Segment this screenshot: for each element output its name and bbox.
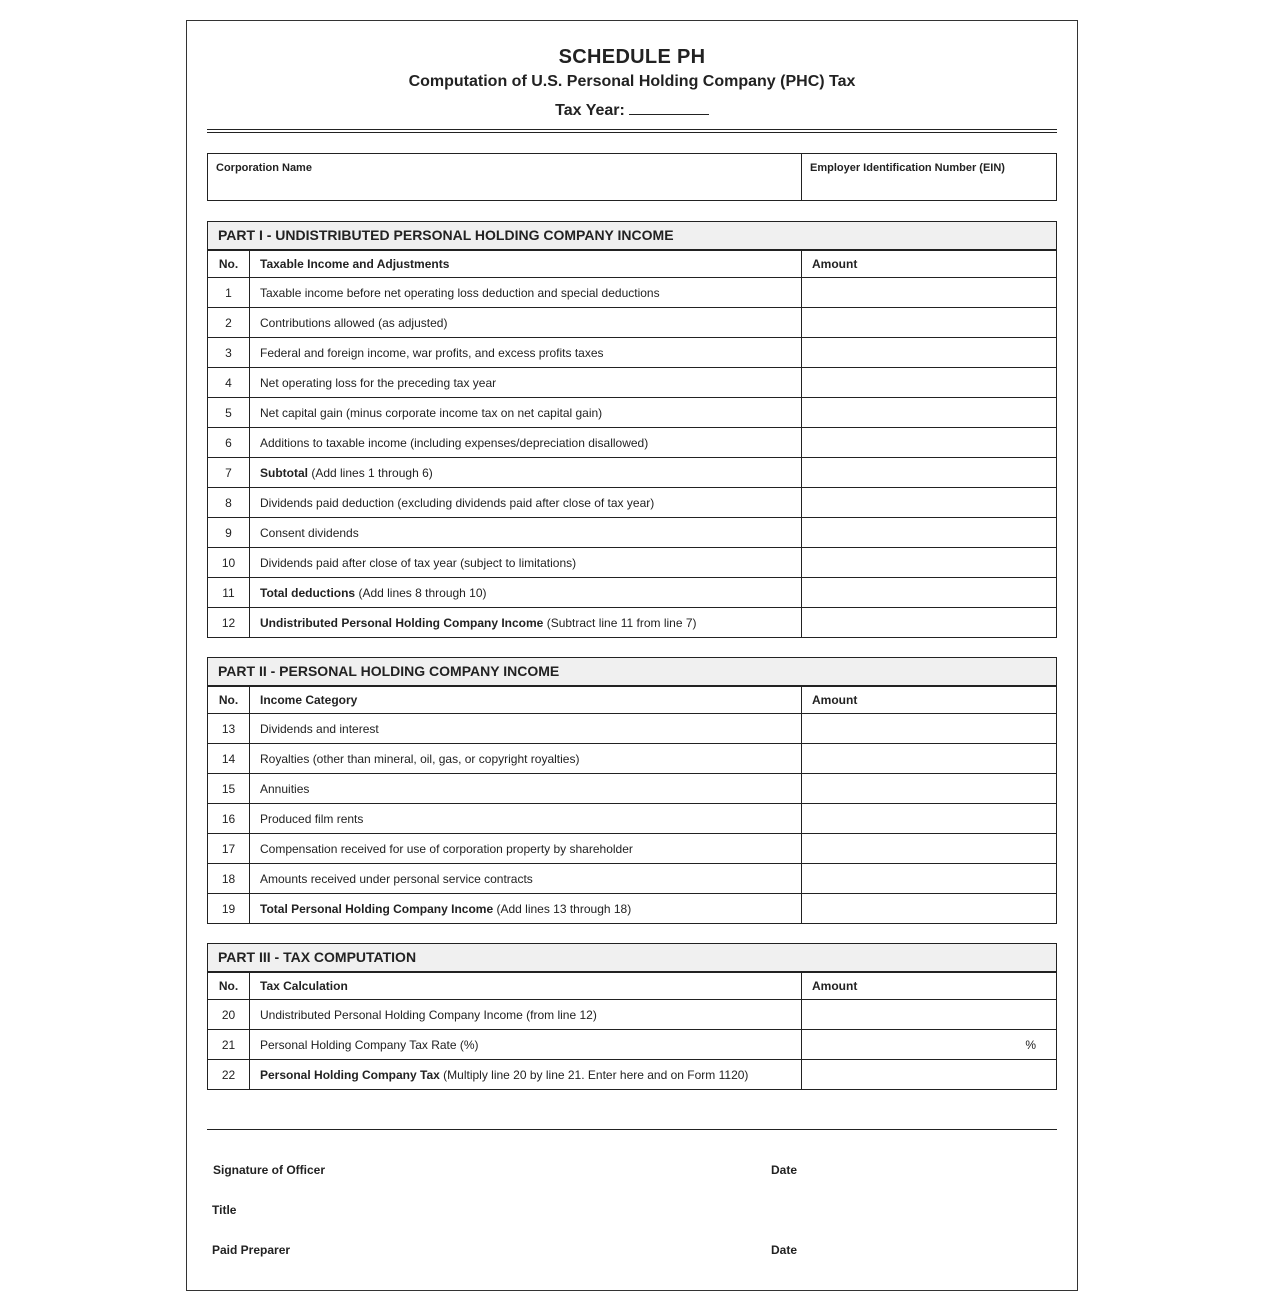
line-number: 5 <box>208 398 250 428</box>
line-number: 19 <box>208 894 250 924</box>
part2-col-amount: Amount <box>802 686 1057 714</box>
line-description <box>250 774 802 804</box>
line-description-text: (Subtract line 11 from line 7) <box>543 615 697 630</box>
part1-title: PART I - UNDISTRIBUTED PERSONAL HOLDING COMPANY INCOME <box>208 222 1057 250</box>
amount-field[interactable] <box>802 1060 1057 1090</box>
line-number: 1 <box>208 278 250 308</box>
table-row <box>208 488 1057 518</box>
ein-field[interactable] <box>802 154 1056 200</box>
part3-col-amount: Amount <box>802 972 1057 1000</box>
line-description <box>250 714 802 744</box>
table-row <box>208 804 1057 834</box>
table-row <box>208 774 1057 804</box>
date-label-preparer: Date <box>771 1243 798 1257</box>
line-description-text: (Multiply line 20 by line 21. Enter here and on Form 1120) <box>439 1067 749 1082</box>
line-description <box>250 894 802 924</box>
amount-field[interactable] <box>802 744 1057 774</box>
part1-table <box>207 221 1057 638</box>
line-description-bold: Personal Holding Company Tax <box>260 1067 440 1082</box>
amount-field[interactable] <box>802 1000 1057 1030</box>
line-description <box>250 518 802 548</box>
line-number: 15 <box>208 774 250 804</box>
tax-form-page <box>186 20 1078 1291</box>
line-number: 21 <box>208 1030 250 1060</box>
line-description <box>250 578 802 608</box>
table-row <box>208 518 1057 548</box>
line-description-text: (Add lines 13 through 18) <box>493 901 632 916</box>
table-row <box>208 744 1057 774</box>
line-number: 9 <box>208 518 250 548</box>
table-row <box>208 608 1057 638</box>
title-label: Title <box>212 1203 237 1217</box>
line-description <box>250 864 802 894</box>
identification-box <box>207 153 1057 201</box>
amount-field[interactable] <box>802 338 1057 368</box>
line-number: 11 <box>208 578 250 608</box>
line-description-bold: Total deductions <box>260 585 356 600</box>
table-row <box>208 714 1057 744</box>
table-row <box>208 398 1057 428</box>
part1-rows <box>208 278 1057 638</box>
amount-field[interactable] <box>802 834 1057 864</box>
part2-col-no: No. <box>208 686 250 714</box>
form-title: SCHEDULE PH <box>558 46 706 68</box>
line-description <box>250 398 802 428</box>
line-number: 6 <box>208 428 250 458</box>
amount-field[interactable] <box>802 578 1057 608</box>
part3-col-desc: Tax Calculation <box>250 972 802 1000</box>
table-row <box>208 368 1057 398</box>
header-divider <box>207 129 1057 133</box>
line-description-text: Dividends and interest <box>260 721 379 736</box>
amount-field[interactable] <box>802 608 1057 638</box>
part3-col-no: No. <box>208 972 250 1000</box>
line-description <box>250 338 802 368</box>
line-description <box>250 488 802 518</box>
line-description-text: Taxable income before net operating loss deduction and special deductions <box>260 285 660 300</box>
line-description <box>250 548 802 578</box>
line-description <box>250 278 802 308</box>
line-description-text: Compensation received for use of corporation property by shareholder <box>260 841 633 856</box>
part1-col-desc: Taxable Income and Adjustments <box>250 250 802 278</box>
line-description-text: Consent dividends <box>260 525 359 540</box>
line-number: 14 <box>208 744 250 774</box>
table-row <box>208 1060 1057 1090</box>
line-description <box>250 428 802 458</box>
tax-year-row <box>187 101 1077 120</box>
line-number: 4 <box>208 368 250 398</box>
part1-col-amount: Amount <box>802 250 1057 278</box>
line-description <box>250 1000 802 1030</box>
line-description <box>250 608 802 638</box>
line-description-text: Produced film rents <box>260 811 364 826</box>
table-row <box>208 1030 1057 1060</box>
line-description <box>250 744 802 774</box>
date-label-officer: Date <box>771 1163 798 1177</box>
percent-suffix: % <box>1025 1037 1036 1052</box>
line-number: 2 <box>208 308 250 338</box>
line-description <box>250 308 802 338</box>
tax-year-field[interactable] <box>629 101 709 115</box>
part3-title: PART III - TAX COMPUTATION <box>208 944 1057 972</box>
amount-field[interactable] <box>802 518 1057 548</box>
line-description-text: Personal Holding Company Tax Rate (%) <box>260 1037 479 1052</box>
line-number: 3 <box>208 338 250 368</box>
line-number: 8 <box>208 488 250 518</box>
table-row <box>208 428 1057 458</box>
form-subtitle: Computation of U.S. Personal Holding Company (PHC) Tax <box>408 73 856 90</box>
part2-rows <box>208 714 1057 924</box>
amount-field[interactable] <box>802 368 1057 398</box>
line-description <box>250 804 802 834</box>
line-number: 17 <box>208 834 250 864</box>
ein-label: Employer Identification Number (EIN) <box>810 162 1005 174</box>
table-row <box>208 338 1057 368</box>
amount-field[interactable] <box>802 864 1057 894</box>
line-number: 20 <box>208 1000 250 1030</box>
table-row <box>208 458 1057 488</box>
table-row <box>208 308 1057 338</box>
line-number: 22 <box>208 1060 250 1090</box>
line-description-text: Contributions allowed (as adjusted) <box>260 315 448 330</box>
line-description-text: Annuities <box>260 781 310 796</box>
signature-divider <box>207 1129 1057 1130</box>
line-description-text: Royalties (other than mineral, oil, gas, or copyright royalties) <box>260 751 580 766</box>
table-row <box>208 548 1057 578</box>
line-description-text: Additions to taxable income (including expenses/depreciation disallowed) <box>260 435 649 450</box>
amount-field[interactable] <box>802 548 1057 578</box>
part2-col-desc: Income Category <box>250 686 802 714</box>
amount-field[interactable] <box>802 774 1057 804</box>
amount-field[interactable] <box>802 398 1057 428</box>
line-description-bold: Undistributed Personal Holding Company Income <box>260 615 544 630</box>
amount-field[interactable] <box>802 488 1057 518</box>
amount-field[interactable] <box>802 804 1057 834</box>
line-description-text: Net capital gain (minus corporate income tax on net capital gain) <box>260 405 603 420</box>
line-description <box>250 834 802 864</box>
amount-field[interactable] <box>802 458 1057 488</box>
line-description-text: Amounts received under personal service contracts <box>260 871 533 886</box>
table-row <box>208 894 1057 924</box>
signature-of-officer-label: Signature of Officer <box>213 1163 326 1177</box>
line-description-text: Dividends paid deduction (excluding dividends paid after close of tax year) <box>260 495 655 510</box>
line-description <box>250 368 802 398</box>
table-row <box>208 834 1057 864</box>
line-number: 10 <box>208 548 250 578</box>
amount-field[interactable] <box>802 1030 1057 1060</box>
table-row <box>208 278 1057 308</box>
amount-field[interactable] <box>802 894 1057 924</box>
paid-preparer-label: Paid Preparer <box>212 1243 291 1257</box>
line-description-text: (Add lines 8 through 10) <box>355 585 487 600</box>
table-row <box>208 578 1057 608</box>
line-description <box>250 458 802 488</box>
line-description <box>250 1060 802 1090</box>
tax-year-label: Tax Year: <box>555 102 625 119</box>
amount-field[interactable] <box>802 278 1057 308</box>
table-row <box>208 864 1057 894</box>
line-number: 18 <box>208 864 250 894</box>
line-number: 12 <box>208 608 250 638</box>
part3-rows <box>208 1000 1057 1090</box>
amount-field[interactable] <box>802 714 1057 744</box>
line-number: 16 <box>208 804 250 834</box>
line-description-text: Federal and foreign income, war profits, and excess profits taxes <box>260 345 604 360</box>
amount-field[interactable] <box>802 308 1057 338</box>
line-description-text: Net operating loss for the preceding tax year <box>260 375 497 390</box>
line-description-text: (Add lines 1 through 6) <box>308 465 433 480</box>
line-number: 7 <box>208 458 250 488</box>
part3-table <box>207 943 1057 1090</box>
part1-col-no: No. <box>208 250 250 278</box>
table-row <box>208 1000 1057 1030</box>
line-number: 13 <box>208 714 250 744</box>
amount-field[interactable] <box>802 428 1057 458</box>
line-description <box>250 1030 802 1060</box>
line-description-text: Undistributed Personal Holding Company Income (from line 12) <box>260 1007 597 1022</box>
line-description-text: Dividends paid after close of tax year (subject to limitations) <box>260 555 577 570</box>
line-description-bold: Total Personal Holding Company Income <box>260 901 494 916</box>
line-description-bold: Subtotal <box>260 465 308 480</box>
corporation-name-label: Corporation Name <box>216 162 312 174</box>
part2-title: PART II - PERSONAL HOLDING COMPANY INCOME <box>208 658 1057 686</box>
corporation-name-field[interactable] <box>208 154 802 200</box>
part2-table <box>207 657 1057 924</box>
